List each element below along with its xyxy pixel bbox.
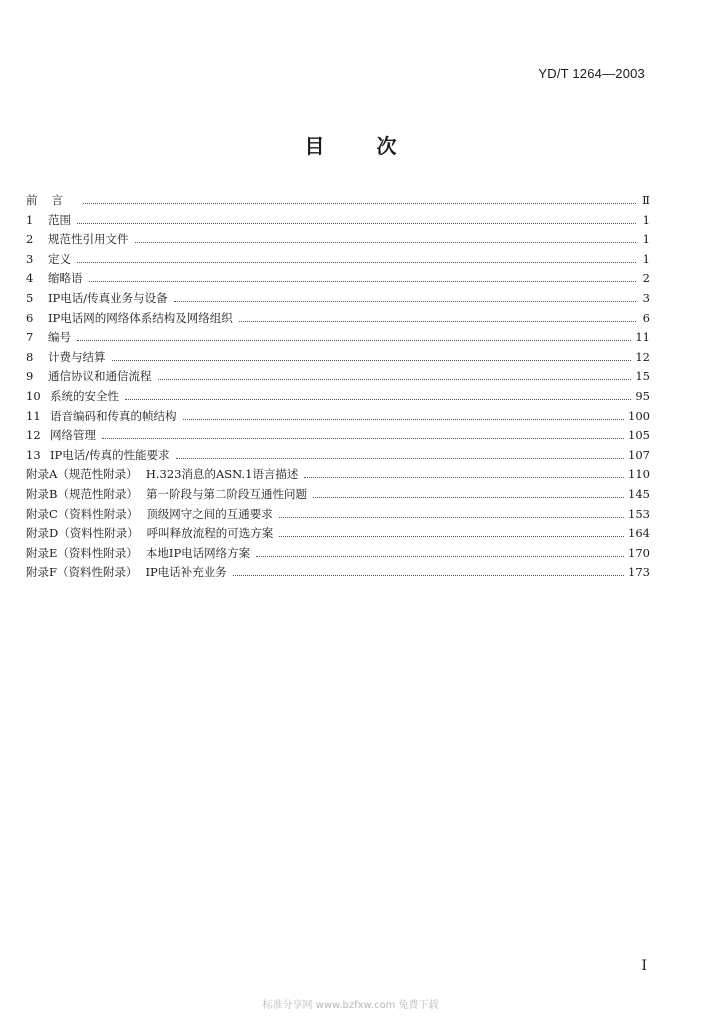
toc-entry[interactable] xyxy=(26,426,650,446)
toc-entry-title: 前言 xyxy=(26,193,77,207)
toc-entry-page: 12 xyxy=(635,349,650,364)
toc-leader-dots xyxy=(135,242,637,243)
toc-entry-number: 8 xyxy=(26,349,34,364)
toc-entry[interactable] xyxy=(26,328,650,348)
toc-leader-dots xyxy=(279,517,624,518)
toc-entry-page: 153 xyxy=(628,506,650,521)
toc-entry[interactable] xyxy=(26,250,650,270)
page-number: I xyxy=(641,958,647,974)
toc-entry[interactable] xyxy=(26,191,650,211)
toc-entry[interactable] xyxy=(26,446,650,466)
toc-leader-dots xyxy=(102,438,624,439)
toc-entry[interactable] xyxy=(26,465,650,485)
toc-entry[interactable] xyxy=(26,387,650,407)
toc-entry-page: 170 xyxy=(628,545,650,560)
toc-entry-number: 附录C（资料性附录） xyxy=(26,506,139,521)
toc-entry[interactable] xyxy=(26,230,650,250)
toc-entry[interactable] xyxy=(26,269,650,289)
page-title: 目次 xyxy=(304,134,449,158)
toc-entry-page: 110 xyxy=(628,467,650,482)
toc-entry-title: 范围 xyxy=(48,212,71,227)
toc-entry[interactable] xyxy=(26,544,650,564)
toc-entry-number: 7 xyxy=(26,330,34,345)
toc-entry-title: 缩略语 xyxy=(48,271,83,286)
toc-entry-number: 11 xyxy=(26,408,41,423)
toc-entry-title: 第一阶段与第二阶段互通性问题 xyxy=(145,486,307,501)
toc-leader-dots xyxy=(89,281,637,282)
toc-entry[interactable] xyxy=(26,505,650,525)
toc-entry-title: 编号 xyxy=(48,330,71,345)
toc-entry-title: IP电话网的网络体系结构及网络组织 xyxy=(48,310,233,325)
toc-entry[interactable] xyxy=(26,289,650,309)
toc-entry-number: 3 xyxy=(26,251,34,266)
toc-entry-number: 13 xyxy=(26,447,41,462)
toc-entry-number: 附录F（资料性附录） xyxy=(26,565,138,580)
toc-leader-dots xyxy=(183,419,625,420)
toc-entry-title: H.323消息的ASN.1语言描述 xyxy=(145,467,299,482)
toc-leader-dots xyxy=(256,556,624,557)
toc-leader-dots xyxy=(77,262,636,263)
toc-leader-dots xyxy=(304,477,624,478)
toc-leader-dots xyxy=(112,360,632,361)
toc-entry-number: 附录E（资料性附录） xyxy=(26,545,138,560)
toc-entry-page: 3 xyxy=(642,290,650,305)
toc-leader-dots xyxy=(77,223,636,224)
toc-entry-page: 100 xyxy=(628,408,650,423)
toc-entry-page: 1 xyxy=(642,212,650,227)
toc-entry-number: 10 xyxy=(26,388,41,403)
toc-entry[interactable] xyxy=(26,563,650,583)
toc-leader-dots xyxy=(233,575,624,576)
standard-code: YD/T 1264—2003 xyxy=(538,66,645,81)
toc-leader-dots xyxy=(279,536,624,537)
toc-entry-number: 1 xyxy=(26,212,34,227)
toc-leader-dots xyxy=(158,379,632,380)
toc-entry-page: 95 xyxy=(635,388,650,403)
toc-entry[interactable] xyxy=(26,309,650,329)
toc-leader-dots xyxy=(239,321,636,322)
toc-entry[interactable] xyxy=(26,348,650,368)
toc-entry-page: 15 xyxy=(635,369,650,384)
toc-entry[interactable] xyxy=(26,407,650,427)
toc-entry[interactable] xyxy=(26,485,650,505)
toc-entry-number: 4 xyxy=(26,271,34,286)
toc-entry-title: IP电话补充业务 xyxy=(145,565,227,580)
toc-entry-number: 附录B（规范性附录） xyxy=(26,486,138,501)
toc-entry-page: 6 xyxy=(642,310,650,325)
toc-leader-dots xyxy=(125,399,631,400)
toc-entry-number: 12 xyxy=(26,428,41,443)
toc-entry-number: 9 xyxy=(26,369,34,384)
toc-entry-title: 呼叫释放流程的可选方案 xyxy=(146,526,274,541)
toc-entry-number: 附录D（资料性附录） xyxy=(26,526,139,541)
toc-entry-page: 2 xyxy=(642,271,650,286)
toc-entry-number: 5 xyxy=(26,290,34,305)
toc-entry-title: 本地IP电话网络方案 xyxy=(145,545,251,560)
toc-entry-number: 2 xyxy=(26,232,34,247)
toc-entry-page: Ⅱ xyxy=(642,193,650,207)
toc-leader-dots xyxy=(174,301,636,302)
toc-entry-page: 145 xyxy=(628,486,650,501)
toc-entry-page: 11 xyxy=(635,330,650,345)
toc-entry-page: 164 xyxy=(628,526,650,541)
watermark: 标准分享网 www.bzfxw.com 免费下载 xyxy=(262,1000,439,1011)
toc-leader-dots xyxy=(313,497,624,498)
toc-entry-title: 语音编码和传真的帧结构 xyxy=(50,408,177,423)
toc-entry-title: 网络管理 xyxy=(50,428,96,443)
toc-entry-title: 通信协议和通信流程 xyxy=(48,369,152,384)
toc-leader-dots xyxy=(77,340,631,341)
toc-entry[interactable] xyxy=(26,524,650,544)
toc-entry-title: IP电话/传真业务与设备 xyxy=(48,290,168,305)
toc-entry-number: 6 xyxy=(26,310,34,325)
toc-entry-title: 规范性引用文件 xyxy=(48,232,129,247)
toc-leader-dots xyxy=(176,458,624,459)
toc-entry-title: IP电话/传真的性能要求 xyxy=(50,447,170,462)
toc-entry-title: 计费与结算 xyxy=(48,349,106,364)
toc-entry-page: 105 xyxy=(628,428,650,443)
toc-entry-page: 173 xyxy=(628,565,650,580)
toc-entry-title: 顶级网守之间的互通要求 xyxy=(146,506,273,521)
table-of-contents xyxy=(26,191,650,583)
toc-entry[interactable] xyxy=(26,211,650,231)
toc-entry-title: 定义 xyxy=(48,251,71,266)
toc-entry-title: 系统的安全性 xyxy=(50,388,119,403)
toc-entry-number: 附录A（规范性附录） xyxy=(26,467,138,482)
toc-entry-page: 1 xyxy=(642,251,650,266)
toc-entry-page: 1 xyxy=(642,232,650,247)
toc-entry-page: 107 xyxy=(628,447,650,462)
toc-leader-dots xyxy=(83,203,636,204)
toc-entry[interactable] xyxy=(26,367,650,387)
